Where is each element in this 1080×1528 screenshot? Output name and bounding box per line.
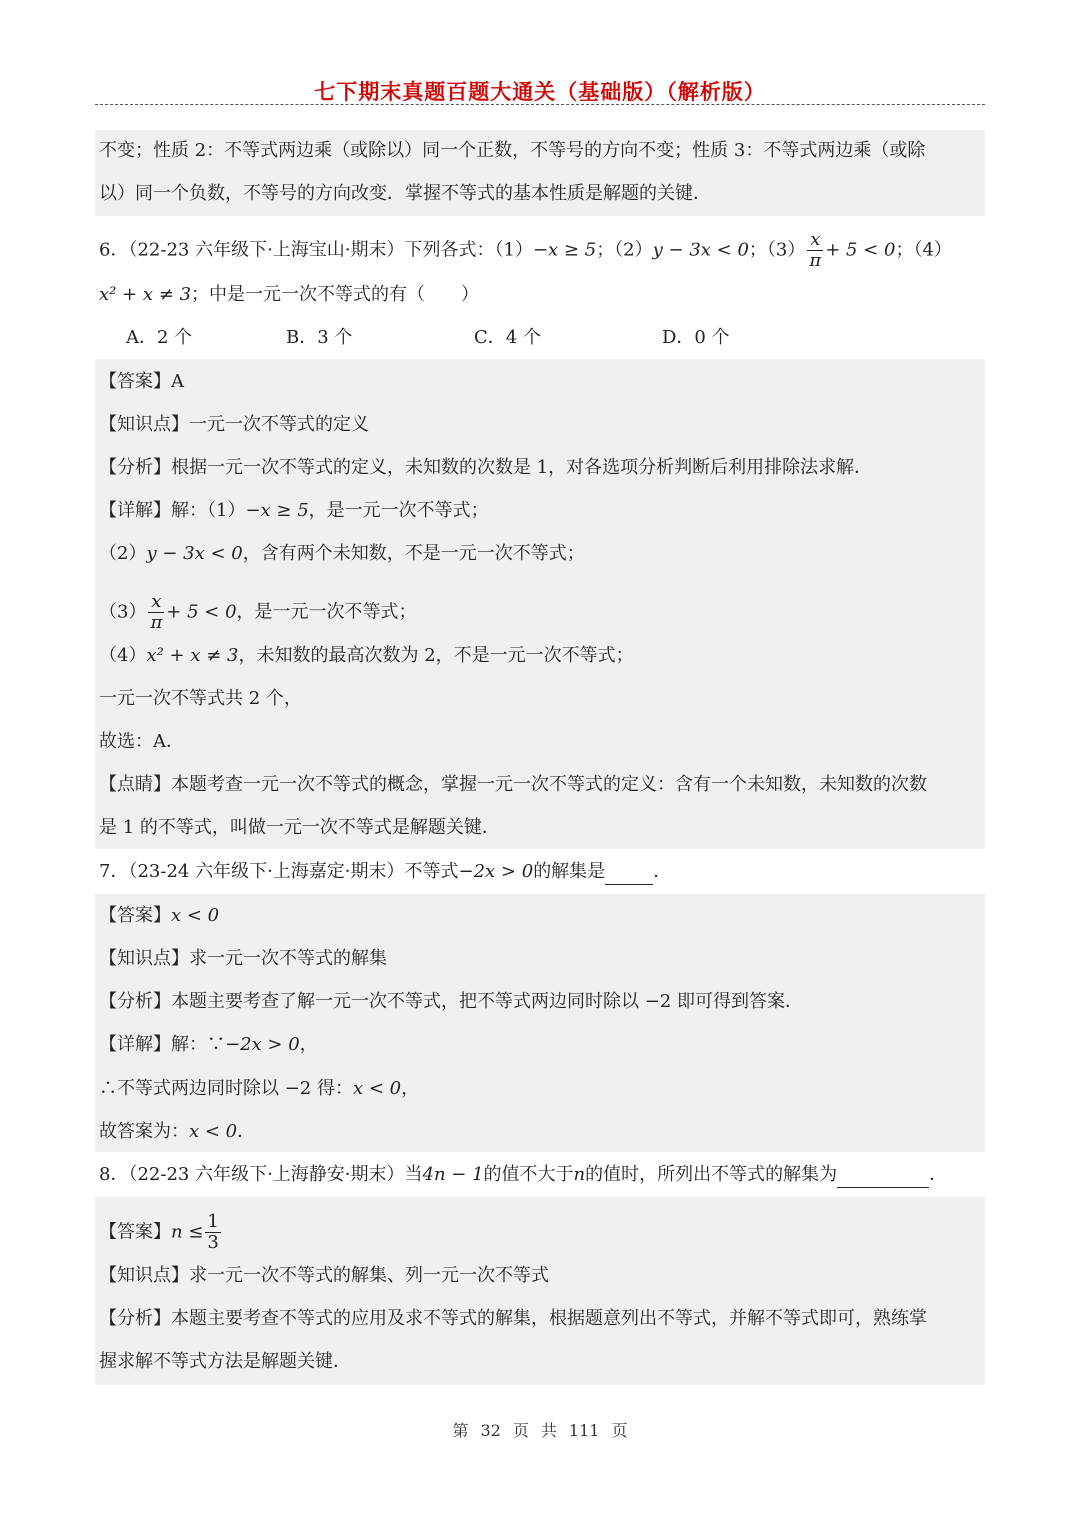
fraction-denominator: π — [809, 250, 822, 271]
footer-page-unit: 页 — [512, 1421, 529, 1440]
q8-analysis: 【分析】本题主要考查不等式的应用及求不等式的解集，根据题意列出不等式，并解不等式即可，熟练掌 — [99, 1308, 927, 1329]
q7-answer — [99, 903, 219, 929]
page-footer — [0, 1418, 1080, 1441]
answer-blank — [837, 1168, 929, 1188]
q8-expr-2: n — [573, 1164, 586, 1185]
q7-step-expr: x < 0 — [352, 1078, 402, 1099]
q7-expr: −2x > 0 — [458, 861, 534, 882]
footer-total-unit: 页 — [611, 1421, 628, 1440]
q8-stem-text: ． — [929, 1164, 948, 1185]
q6-detail-text: （4） — [99, 645, 147, 666]
q6-detail-expr: x² + x ≠ 3 — [146, 645, 239, 666]
q6-option-c: C．4 个 — [474, 327, 541, 348]
q8-answer — [99, 1212, 223, 1253]
q6-separator: ；（4） — [895, 239, 952, 261]
q7-analysis: 【分析】本题主要考查了解一元一次不等式，把不等式两边同时除以 −2 即可得到答案． — [99, 991, 803, 1012]
q8-stem-text: 的值不大于 — [483, 1164, 574, 1185]
q6-choose: 故选：A． — [99, 731, 184, 752]
q7-final — [99, 1119, 255, 1145]
q6-detail-expr: y − 3x < 0 — [146, 543, 243, 564]
q7-stem-text: 的解集是 — [533, 861, 606, 882]
footer-total-pages: 111 — [568, 1421, 600, 1440]
q6-detail-expr: + 5 < 0 — [166, 601, 237, 623]
q7-stem-text: 7．（23-24 六年级下·上海嘉定·期末）不等式 — [99, 861, 459, 882]
q7-detail — [99, 1032, 318, 1058]
q7-answer-label: 【答案】 — [99, 905, 171, 926]
q7-detail-text: ， — [299, 1034, 318, 1055]
q6-detail-text: ，是一元一次不等式； — [308, 500, 489, 521]
q6-option-b: B．3 个 — [286, 327, 353, 348]
q7-final-text: ． — [237, 1121, 256, 1142]
q6-detail-text: ，含有两个未知数，不是一元一次不等式； — [242, 543, 585, 564]
q6-separator: ；（2） — [596, 239, 653, 261]
q6-answer: 【答案】A — [99, 371, 184, 392]
q6-detail-text: ，是一元一次不等式； — [236, 601, 417, 623]
q8-knowledge: 【知识点】求一元一次不等式的解集、列一元一次不等式 — [99, 1265, 549, 1286]
q6-analysis: 【分析】根据一元一次不等式的定义，未知数的次数是 1，对各选项分析判断后利用排除法求解． — [99, 457, 873, 478]
q6-expr-1: −x ≥ 5 — [532, 239, 597, 261]
q6-detail-3 — [99, 592, 417, 633]
q6-detail-fraction — [148, 592, 164, 633]
q6-detail-4 — [99, 643, 634, 669]
q7-detail-expr: −2x > 0 — [225, 1034, 300, 1055]
q6-stem-text: 6．（22-23 六年级下·上海宝山·期末）下列各式：（1） — [99, 239, 533, 261]
q6-detail-2 — [99, 541, 585, 567]
q6-expr-4: x² + x ≠ 3 — [99, 284, 192, 305]
q8-answer-fraction — [205, 1212, 220, 1253]
q8-stem-text: 的值时，所列出不等式的解集为 — [585, 1164, 838, 1185]
q7-stem-text: ． — [653, 861, 672, 882]
fraction-numerator: x — [148, 592, 164, 613]
q6-expr-3: + 5 < 0 — [825, 239, 896, 261]
header-title: 七下期末真题百题大通关（基础版）（解析版） — [314, 79, 766, 104]
q7-final-text: 故答案为： — [99, 1121, 189, 1142]
q7-step-text: ∴不等式两边同时除以 −2 得： — [99, 1078, 353, 1099]
prev-solution-line: 不变；性质 2：不等式两边乘（或除以）同一个正数，不等号的方向不变；性质 3：不等式两边乘（或除 — [99, 140, 926, 161]
q6-detail-text: ，未知数的最高次数为 2，不是一元一次不等式； — [238, 645, 634, 666]
footer-page-number: 32 — [480, 1421, 501, 1440]
q8-expr-1: 4n − 1 — [422, 1164, 484, 1185]
q6-fraction — [807, 230, 823, 271]
q7-stem — [99, 859, 671, 885]
q8-answer-expr: n ≤ — [171, 1221, 204, 1243]
q6-option-a: A．2 个 — [126, 327, 193, 348]
q6-detail-text: 【详解】解：（1） — [99, 500, 246, 521]
q7-answer-expr: x < 0 — [171, 905, 220, 926]
fraction-denominator: 3 — [207, 1232, 219, 1253]
q8-stem-text: 8．（22-23 六年级下·上海静安·期末）当 — [99, 1164, 423, 1185]
q6-total: 一元一次不等式共 2 个， — [99, 688, 302, 709]
q8-stem — [99, 1162, 947, 1188]
q6-knowledge: 【知识点】一元一次不等式的定义 — [99, 414, 369, 435]
q7-step-text: ， — [401, 1078, 420, 1099]
q6-comment: 是 1 的不等式，叫做一元一次不等式是解题关键． — [99, 817, 500, 838]
q8-answer-label: 【答案】 — [99, 1221, 171, 1243]
q7-detail-text: 【详解】解：∵ — [99, 1034, 225, 1055]
q6-detail-text: （2） — [99, 543, 147, 564]
prev-solution-line: 以）同一个负数，不等号的方向改变．掌握不等式的基本性质是解题的关键． — [99, 183, 711, 204]
fraction-numerator: 1 — [207, 1211, 219, 1232]
q6-stem-text: ；中是一元一次不等式的有（ ） — [191, 284, 480, 305]
q6-separator: ；（3） — [748, 239, 806, 261]
header-divider — [95, 104, 985, 105]
q7-solution-box — [95, 894, 985, 1152]
q6-option-d: D．0 个 — [662, 327, 730, 348]
q6-detail-1 — [99, 498, 489, 524]
q7-final-expr: x < 0 — [189, 1121, 238, 1142]
q6-detail-expr: −x ≥ 5 — [245, 500, 309, 521]
q8-analysis: 握求解不等式方法是解题关键． — [99, 1351, 351, 1372]
q7-knowledge: 【知识点】求一元一次不等式的解集 — [99, 948, 387, 969]
q6-detail-text: （3） — [99, 601, 147, 623]
q6-stem-line — [99, 230, 952, 271]
fraction-denominator: π — [150, 612, 163, 633]
footer-total-label: 共 — [540, 1421, 557, 1440]
footer-page-label: 第 — [452, 1421, 469, 1440]
answer-blank — [605, 865, 653, 885]
q6-stem-line — [99, 282, 479, 308]
q6-comment: 【点睛】本题考查一元一次不等式的概念，掌握一元一次不等式的定义：含有一个未知数，未知数的次数 — [99, 774, 927, 795]
q7-step — [99, 1076, 419, 1102]
q6-expr-2: y − 3x < 0 — [652, 239, 749, 261]
fraction-numerator: x — [807, 230, 823, 251]
